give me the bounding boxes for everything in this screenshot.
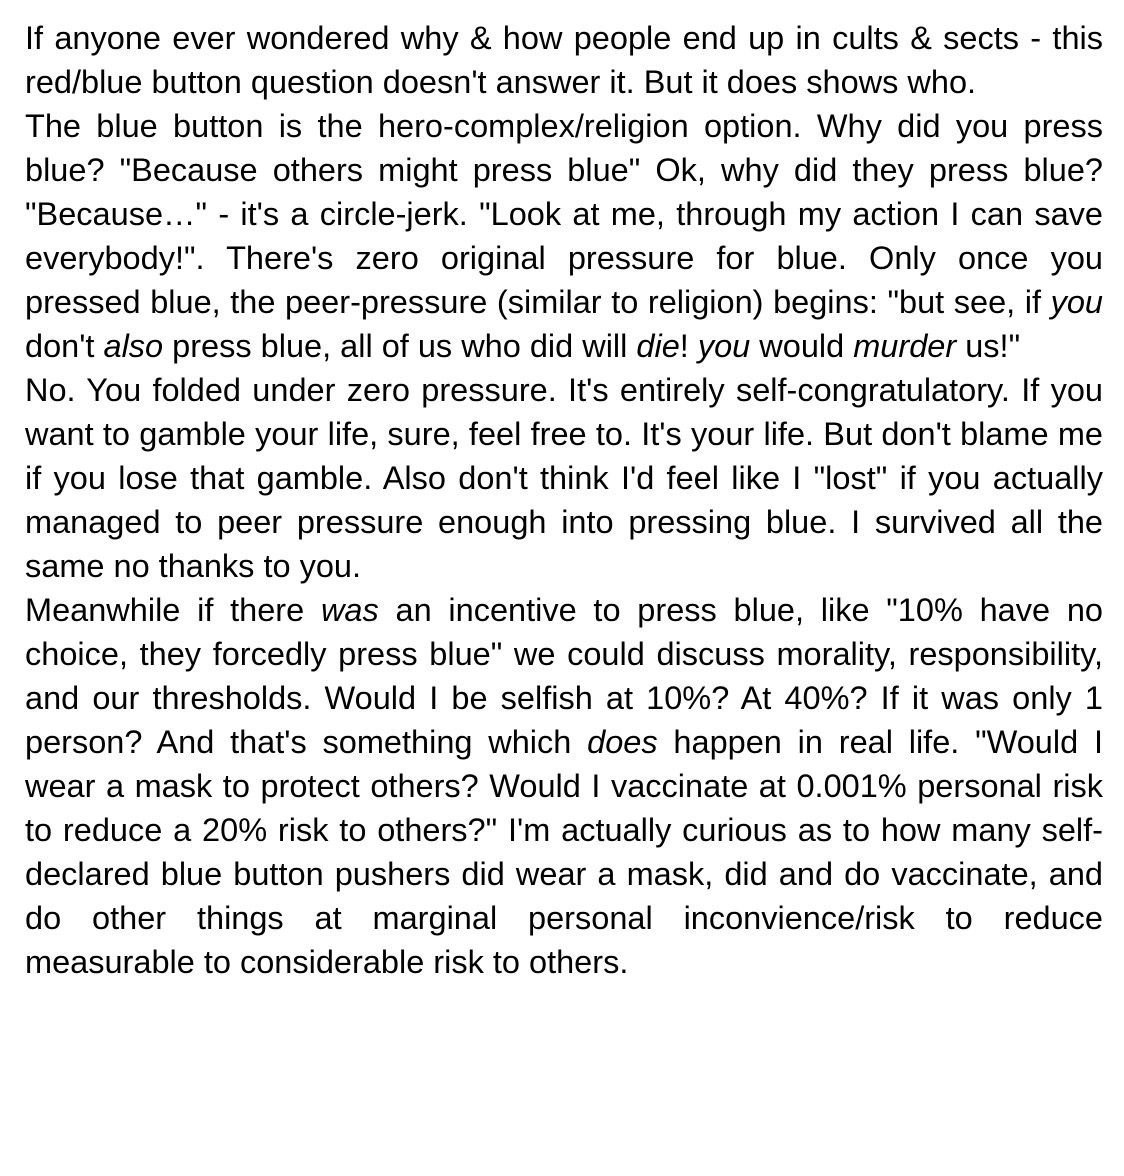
emphasis-text: also	[103, 328, 164, 364]
paragraph-intro	[25, 16, 1103, 104]
text-segment: No. You folded under zero pressure. It's entirely self-congratulatory. If you want to gamble your life, sure, feel free to. It's your life. But don't blame me if you lose that gamble. Also don't think I'd feel like I "lost" if you actually managed to peer pressure enough into pressing blue. I survived all the same no thanks to you.	[25, 372, 1103, 584]
paragraph-folded	[25, 368, 1103, 588]
text-segment: us!"	[956, 328, 1021, 364]
text-segment: would	[750, 328, 854, 364]
emphasis-text: does	[587, 724, 658, 760]
document-body	[25, 16, 1103, 984]
text-segment: !	[679, 328, 698, 364]
paragraph-meanwhile	[25, 588, 1103, 984]
text-segment: Meanwhile if there	[25, 592, 321, 628]
text-segment: happen in real life. "Would I wear a mask to protect others? Would I vaccinate at 0.001% personal risk to reduce a 20% risk to others?" I'm actually curious as to how many self-declared blue button pushers did wear a mask, did and do vaccinate, and do other things at marginal personal inconvience/risk to reduce measurable to considerable risk to others.	[25, 724, 1103, 980]
text-segment: press blue, all of us who did will	[163, 328, 637, 364]
text-segment: The blue button is the hero-complex/religion option. Why did you press blue? "Because others might press blue" Ok, why did they press blue? "Because…" - it's a circle-jerk. "Look at me, through my action I can save everybody!". There's zero original pressure for blue. Only once you pressed blue, the peer-pressure (similar to religion) begins: "but see, if	[25, 108, 1103, 320]
emphasis-text: was	[320, 592, 379, 628]
text-segment: If anyone ever wondered why & how people end up in cults & sects - this red/blue button question doesn't answer it. But it does shows who.	[25, 20, 1103, 100]
paragraph-blue-button	[25, 104, 1103, 368]
text-segment: an incentive to press blue, like "10% have no choice, they forcedly press blue" we could discuss morality, responsibility, and our thresholds. Would I be selfish at 10%? At 40%? If it was only 1 person? And that's something which	[25, 592, 1103, 760]
emphasis-text: you	[1050, 284, 1103, 320]
emphasis-text: you	[697, 328, 751, 364]
emphasis-text: die	[636, 328, 680, 364]
emphasis-text: murder	[853, 328, 957, 364]
text-segment: don't	[25, 328, 104, 364]
